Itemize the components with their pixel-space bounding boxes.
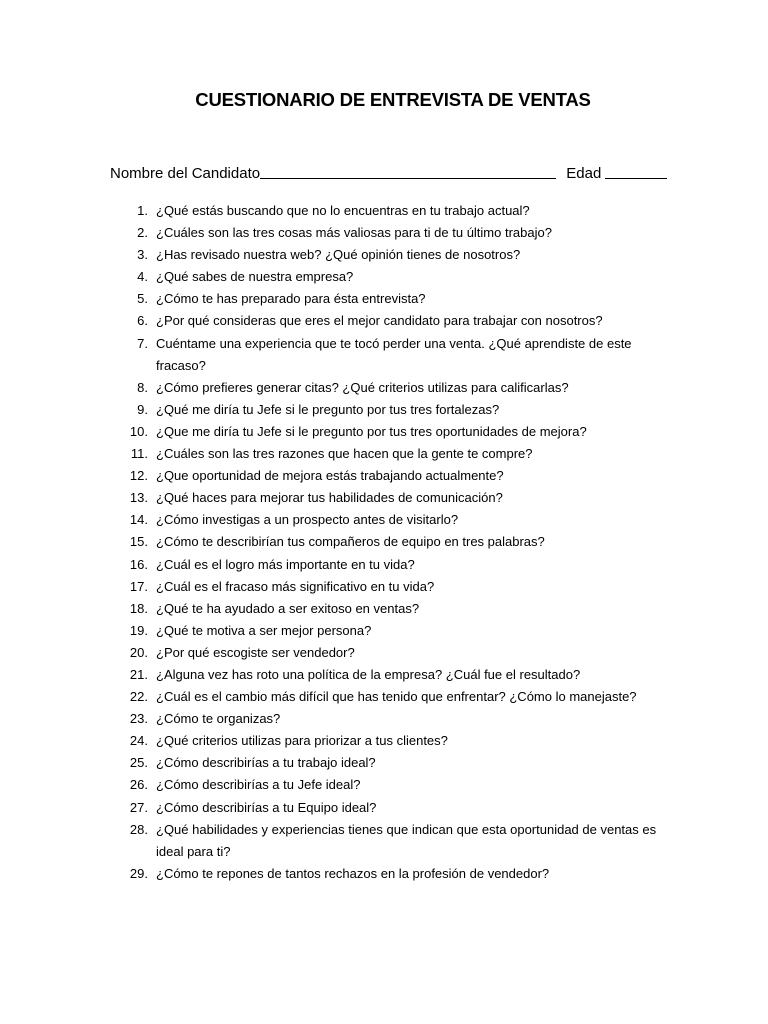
list-item xyxy=(0,797,768,819)
question-text: ¿Qué te motiva a ser mejor persona? xyxy=(156,622,372,638)
list-item xyxy=(0,531,768,553)
list-item xyxy=(0,554,768,576)
page-title: CUESTIONARIO DE ENTREVISTA DE VENTAS xyxy=(195,89,591,110)
question-number: 11. xyxy=(130,446,148,462)
question-number: 26. xyxy=(129,777,148,793)
question-text: ¿Cómo prefieres generar citas? ¿Qué criterios utilizas para calificarlas? xyxy=(156,379,569,395)
question-text: ¿Qué te ha ayudado a ser exitoso en ventas? xyxy=(156,600,420,616)
candidate-name-blank xyxy=(260,164,556,179)
question-number: 18. xyxy=(129,600,148,616)
list-item xyxy=(0,465,768,487)
question-text: ¿Cómo investigas a un prospecto antes de visitarlo? xyxy=(156,512,459,528)
question-text: ¿Qué sabes de nuestra empresa? xyxy=(156,269,354,285)
question-number: 2. xyxy=(137,225,148,241)
list-item xyxy=(0,686,768,708)
list-item xyxy=(0,730,768,752)
list-item xyxy=(0,333,768,377)
list-item xyxy=(0,200,768,222)
question-text: ¿Qué criterios utilizas para priorizar a tus clientes? xyxy=(156,733,448,749)
question-text: ¿Cómo te organizas? xyxy=(156,711,281,727)
question-text: ¿Cómo te describirían tus compañeros de equipo en tres palabras? xyxy=(156,534,545,550)
list-item xyxy=(0,598,768,620)
question-text: ¿Por qué consideras que eres el mejor candidato para trabajar con nosotros? xyxy=(156,313,603,329)
question-text: ¿Cuál es el fracaso más significativo en tu vida? xyxy=(156,578,435,594)
question-text: ¿Que me diría tu Jefe si le pregunto por tus tres oportunidades de mejora? xyxy=(156,423,587,439)
list-item xyxy=(0,509,768,531)
list-item xyxy=(0,642,768,664)
question-text: ¿Cómo te repones de tantos rechazos en la profesión de vendedor? xyxy=(156,865,550,881)
question-number: 25. xyxy=(129,755,148,771)
question-number: 12. xyxy=(129,468,148,484)
list-item xyxy=(0,310,768,332)
question-text: ¿Cuáles son las tres razones que hacen que la gente te compre? xyxy=(156,446,533,462)
question-text: ¿Cuáles son las tres cosas más valiosas para ti de tu último trabajo? xyxy=(156,225,552,241)
list-item xyxy=(0,774,768,796)
list-item xyxy=(0,487,768,509)
question-number: 14. xyxy=(129,512,148,528)
list-item xyxy=(0,244,768,266)
question-number: 16. xyxy=(129,556,148,572)
question-number: 15. xyxy=(129,534,148,550)
candidate-info-line xyxy=(110,164,667,182)
list-item xyxy=(0,664,768,686)
question-number: 21. xyxy=(129,666,148,682)
question-number: 6. xyxy=(137,313,148,329)
question-text: ¿Has revisado nuestra web? ¿Qué opinión tienes de nosotros? xyxy=(156,247,521,263)
question-number: 10. xyxy=(129,423,148,439)
question-text: ¿Cuál es el logro más importante en tu vida? xyxy=(156,556,415,572)
list-item xyxy=(0,288,768,310)
question-number: 4. xyxy=(137,269,148,285)
question-number: 27. xyxy=(129,799,148,815)
list-item xyxy=(0,266,768,288)
question-text: ¿Cómo describirías a tu trabajo ideal? xyxy=(156,755,376,771)
age-blank xyxy=(605,164,667,179)
list-item xyxy=(0,377,768,399)
question-text: ¿Alguna vez has roto una política de la empresa? ¿Cuál fue el resultado? xyxy=(156,666,581,682)
question-text: ¿Qué me diría tu Jefe si le pregunto por tus tres fortalezas? xyxy=(156,401,500,417)
question-number: 23. xyxy=(129,711,148,727)
question-text: Cuéntame una experiencia que te tocó perder una venta. ¿Qué aprendiste de este fracaso? xyxy=(156,335,632,373)
question-text: ¿Qué estás buscando que no lo encuentras en tu trabajo actual? xyxy=(156,203,530,218)
question-number: 13. xyxy=(129,490,148,506)
question-number: 24. xyxy=(129,733,148,749)
list-item xyxy=(0,576,768,598)
question-number: 29. xyxy=(129,865,148,881)
question-number: 22. xyxy=(129,689,148,705)
question-number: 28. xyxy=(129,821,148,837)
question-number: 3. xyxy=(137,247,148,263)
question-text: ¿Que oportunidad de mejora estás trabajando actualmente? xyxy=(156,468,504,484)
candidate-name-label: Nombre del Candidato xyxy=(110,165,261,182)
list-item xyxy=(0,421,768,443)
question-text: ¿Por qué escogiste ser vendedor? xyxy=(156,644,355,660)
question-number: 8. xyxy=(137,379,148,395)
question-number: 1. xyxy=(137,203,148,218)
question-number: 9. xyxy=(137,401,148,417)
question-text: ¿Cómo describirías a tu Jefe ideal? xyxy=(156,777,361,793)
question-text: ¿Cómo describirías a tu Equipo ideal? xyxy=(156,799,377,815)
list-item xyxy=(0,819,768,863)
question-text: ¿Cuál es el cambio más difícil que has tenido que enfrentar? ¿Cómo lo manejaste? xyxy=(156,689,637,705)
question-number: 5. xyxy=(137,291,148,307)
age-label: Edad xyxy=(566,165,602,182)
question-number: 17. xyxy=(129,578,148,594)
question-list xyxy=(0,200,768,885)
list-item xyxy=(0,752,768,774)
list-item xyxy=(0,399,768,421)
list-item xyxy=(0,863,768,885)
question-number: 20. xyxy=(129,644,148,660)
list-item xyxy=(0,708,768,730)
list-item xyxy=(0,443,768,465)
question-number: 19. xyxy=(129,622,148,638)
question-number: 7. xyxy=(137,335,148,351)
list-item xyxy=(0,620,768,642)
question-text: ¿Qué habilidades y experiencias tienes que indican que esta oportunidad de ventas es ideal para ti? xyxy=(156,821,657,859)
question-text: ¿Qué haces para mejorar tus habilidades de comunicación? xyxy=(156,490,503,506)
question-text: ¿Cómo te has preparado para ésta entrevista? xyxy=(156,291,426,307)
list-item xyxy=(0,222,768,244)
